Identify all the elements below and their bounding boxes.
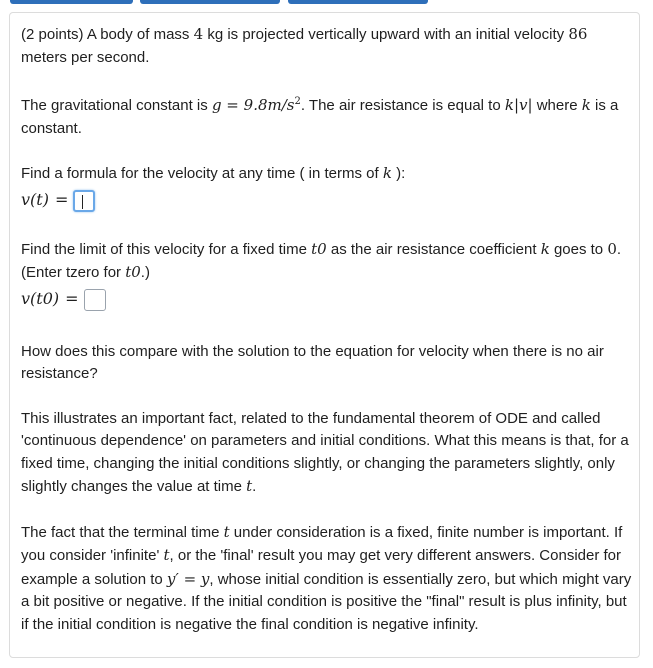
continuous-dependence-paragraph: This illustrates an important fact, related to the fundamental theorem of ODE and called 'continuous dependence' on parameters and initial conditions. What this means is that, for a fixed time, changing the initial conditions slightly, or changing the parameters slightly, only slightly changes the value at time t. [21, 409, 629, 495]
answer-input-vt[interactable] [73, 190, 95, 212]
text-caret [82, 195, 83, 209]
ode-expression: y′ = y [166, 569, 210, 588]
question-1-text: Find a formula for the velocity at any time ( in terms of k ): [21, 164, 406, 182]
velocity-value: 86 [568, 25, 588, 43]
terminal-time-paragraph: The fact that the terminal time t under consideration is a fixed, finite number is important. If you consider 'infinite' t, or the 'final' result you may get very different answers. Consider for example a solution to y′ = y, whose initial condition is essentially zero, but which might vary a bit positive or negative. If the initial condition is positive the "final" result is plus infinity, but if the initial condition is negative the final condition is negative infinity. [21, 522, 632, 633]
top-tab-bar [0, 0, 653, 6]
tab-1[interactable] [10, 0, 133, 4]
gravity-expression: g = 9.8m/s [211, 96, 295, 114]
resistance-expression: k|v| [504, 96, 533, 114]
answer-row-2: v(t0) = [21, 287, 633, 313]
mass-value: 4 [193, 25, 204, 43]
tab-2[interactable] [140, 0, 280, 4]
vt-label: v(t) [21, 190, 49, 210]
answer-row-1: v(t) = [21, 188, 633, 214]
vt0-label: v(t0) [21, 289, 60, 309]
gravity-paragraph: The gravitational constant is $g = 9.8m/s^2$. The air resistance is equal to k|v| where k is a constant. [21, 96, 619, 137]
question-3-text: How does this compare with the solution to the equation for velocity when there is no air resistance? [21, 342, 604, 382]
answer-input-vt0[interactable] [84, 289, 106, 311]
tab-3[interactable] [288, 0, 428, 4]
points-label: (2 points) [21, 26, 84, 43]
intro-paragraph: (2 points) A body of mass 4 kg is projected vertically upward with an initial velocity 86 meters per second. [21, 25, 588, 66]
problem-panel [9, 12, 640, 658]
problem-content [21, 23, 633, 636]
question-2-text: Find the limit of this velocity for a fixed time t0 as the air resistance coefficient k goes to 0. (Enter tzero for t0.) [21, 239, 622, 281]
